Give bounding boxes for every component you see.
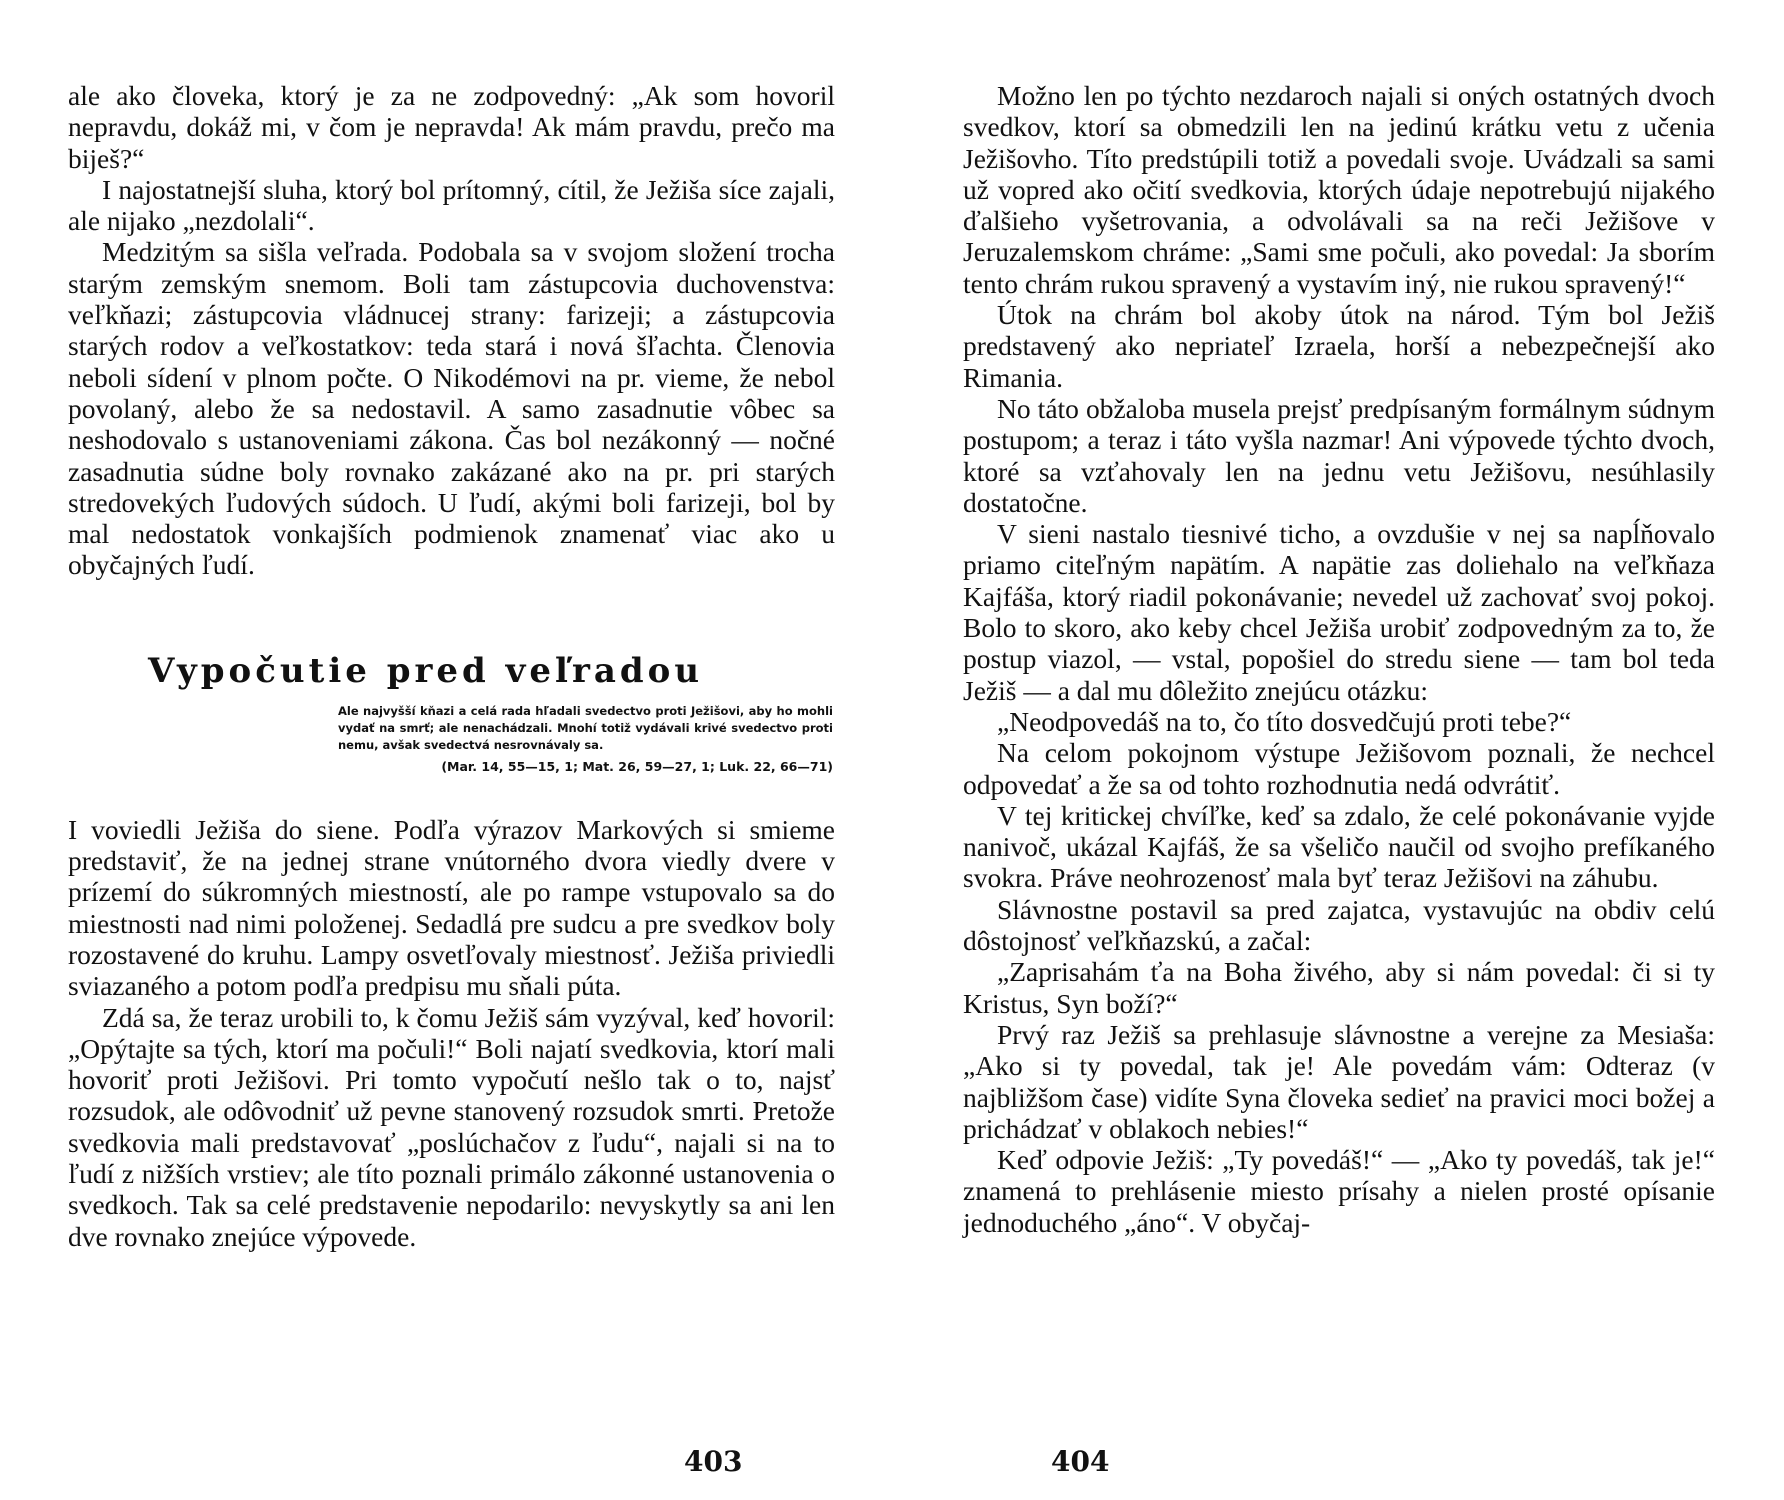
paragraph: No táto obžaloba musela prejsť predpísaným formálnym súdnym postupom; a teraz i táto vyšla nazmar! Ani výpovede týchto dvoch, ktoré sa vzťahovaly len na jednu vetu Ježišovu, nesúhlasily dostatočne. [963,392,1715,518]
paragraph: Na celom pokojnom výstupe Ježišovom poznali, že nechcel odpovedať a že sa od tohto rozhodnutia nedá odvrátiť. [963,737,1715,800]
paragraph: Útok na chrám bol akoby útok na národ. Tým bol Ježiš predstavený ako nepriateľ Izraela, horší a nebezpečnejší ako Rimania. [963,299,1715,393]
paragraph: „Zaprisahám ťa na Boha živého, aby si nám povedal: či si ty Kristus, Syn boží?“ [963,956,1715,1019]
epigraph-reference: (Mar. 14, 55—15, 1; Mat. 26, 59—27, 1; Luk. 22, 66—71) [441,758,833,774]
paragraph: ale ako človeka, ktorý je za ne zodpovedný: „Ak som hovoril nepravdu, dokáž mi, v čom je nepravda! Ak mám pravdu, prečo ma biješ?“ [68,80,835,174]
paragraph: Zdá sa, že teraz urobili to, k čomu Ježiš sám vyzýval, keď hovoril: „Opýtajte sa tých, ktorí ma počuli!“ Boli najatí svedkovia, ktorí mali hovoriť proti Ježišovi. Pri tomto vypočutí nešlo tak o to, najsť rozsudok, ale odôvodniť už pevne stanovený rozsudok smrti. Pretože svedkovia mali predstavovať „poslúchačov z ľudu“, najali si na to ľudí z nižších vrstiev; ale títo poznali primálo zákonné ustanovenia o svedkoch. Tak sa celé predstavenie nepodarilo: nevyskytly sa ani len dve rovnako znejúce výpovede. [68,1001,835,1252]
right-page [963,80,1715,1238]
paragraph: „Neodpovedáš na to, čo títo dosvedčujú proti tebe?“ [997,705,1572,737]
paragraph: Medzitým sa sišla veľrada. Podobala sa v svojom složení trocha starým zemským snemom. Boli tam zástupcovia duchovenstva: veľkňazi; zástupcovia vládnucej strany: farizeji; a zástupcovia starých rodov a veľkostatkov: teda stará i nová šľachta. Členovia neboli sídení v plnom počte. O Nikodémovi na pr. vieme, že nebol povolaný, alebo že sa nedostavil. A samo zasadnutie vôbec sa neshodovalo s ustanoveniami zákona. Čas bol nezákonný — nočné zasadnutia súdne boly rovnako zakázané ako na pr. pri starých stredovekých ľudových súdoch. U ľudí, akými boli farizeji, bol by mal nedostatok vonkajších podmienok znamenať viac ako u obyčajných ľudí. [68,236,835,581]
paragraph: Slávnostne postavil sa pred zajatca, vystavujúc na obdiv celú dôstojnosť veľkňazskú, a začal: [963,893,1715,957]
paragraph: Možno len po týchto nezdaroch najali si oných ostatných dvoch svedkov, ktorí sa obmedzili len na jedinú krátku vetu z učenia Ježišovho. Títo predstúpili totiž a povedali svoje. Uvádzali sa sami už vopred ako očití svedkovia, ktorých údaje nepotrebujú nijakého ďalšieho vyšetrovania, a odvolávali sa na reči Ježišove v Jeruzalemskom chráme: „Sami sme počuli, ako povedal: Ja sborím tento chrám rukou spravený a vystavím iný, nie rukou spravený!“ [963,80,1715,299]
paragraph: V sieni nastalo tiesnivé ticho, a ovzdušie v nej sa napĺňovalo priamo citeľným napätím. A napätie zas doliehalo na veľkňaza Kajfáša, ktorý riadil pokonávanie; nevedel už zachovať svoj pokoj. Bolo to skoro, ako keby chcel Ježiša urobiť zodpovedným za to, že postup viazol, — vstal, popošiel do stredu siene — tam bol teda Ježiš — a dal mu dôležito znejúcu otázku: [963,518,1715,706]
paragraph: Prvý raz Ježiš sa prehlasuje slávnostne a verejne za Mesiaša: „Ako si ty povedal, tak je! Ale povedám vám: Odteraz (v najbližšom čase) vidíte Syna človeka sedieť na pravici moci božej a prichádzať v oblakoch nebies!“ [963,1018,1715,1144]
epigraph: Ale najvyšší kňazi a celá rada hľadali svedectvo proti Ježišovi, aby ho mohli vydať na smrť; ale nenachádzali. Mnohí totiž vydávali krivé svedectvo proti nemu, avšak svedectvá nesrovnávaly sa. [338,703,833,752]
paragraph: V tej kritickej chvíľke, keď sa zdalo, že celé pokonávanie vyjde nanivoč, ukázal Kajfáš, že sa všeličo naučil od svojho prefíkaného svokra. Práve neohrozenosť mala byť teraz Ježišovi na záhubu. [963,799,1715,894]
paragraph: I najostatnejší sluha, ktorý bol prítomný, cítil, že Ježiša síce zajali, ale nijako „nezdolali“. [68,173,835,237]
section-spacer [68,581,835,649]
epigraph-spacer [68,776,835,814]
paragraph: Keď odpovie Ježiš: „Ty povedáš!“ — „Ako ty povedáš, tak je!“ znamená to prehlásenie miesto prísahy a nielen prosté opísanie jednoduchého „áno“. V obyčaj- [963,1144,1715,1238]
page-number-left: 403 [684,1445,743,1478]
page-number-right: 404 [1051,1445,1110,1478]
paragraph: I voviedli Ježiša do siene. Podľa výrazov Markových si smieme predstaviť, že na jednej strane vnútorného dvora viedly dvere v prízemí do súkromných miestností, ale po rampe vstupovalo sa do miestnosti nad nimi položenej. Sedadlá pre sudcu a pre svedkov boly rozostavené do kruhu. Lampy osvetľovaly miestnosť. Ježiša priviedli sviazaného a potom podľa predpisu mu sňali púta. [68,813,835,1002]
left-page [68,80,835,1252]
section-title: Vypočutie pred veľradou [148,650,704,691]
